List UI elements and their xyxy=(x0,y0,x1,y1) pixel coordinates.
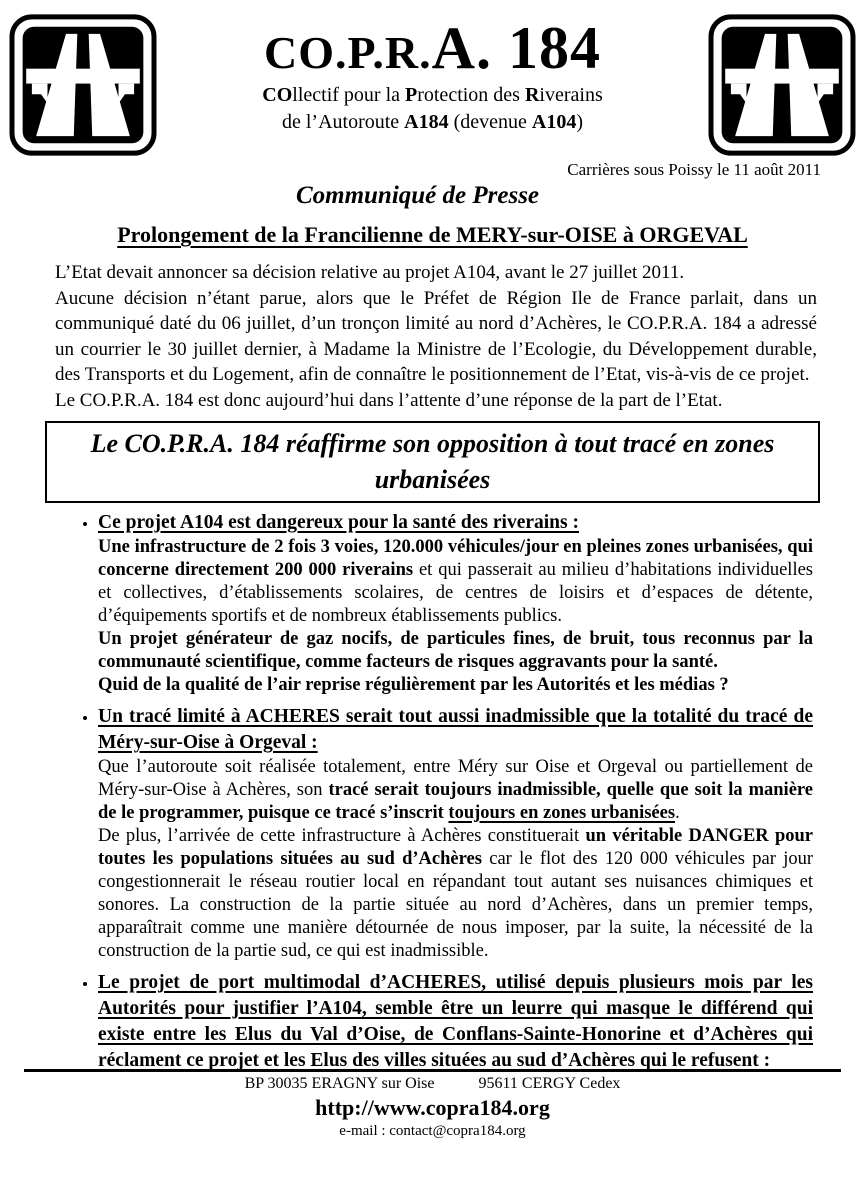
bullet-heading: • Ce projet A104 est dangereux pour la santé des riverains : xyxy=(98,512,579,533)
bullet-item-port-multimodal xyxy=(98,970,813,1074)
org-subtitle-line2: de l’Autoroute A184 (devenue A104) xyxy=(281,111,584,133)
bullet-paragraph: Que l’autoroute soit réalisée totalement, entre Méry sur Oise et Orgeval ou partiellement de Méry-sur-Oise à Achères, son tracé serait toujours inadmissible, quelle que soit la manière de le programmer, puisque ce tracé s’inscrit toujours en zones urbanisées. xyxy=(98,757,813,823)
bullet-heading: • Le projet de port multimodal d’ACHERES, utilisé depuis plusieurs mois par les Autorités pour justifier l’A104, semble être un leurre qui masque le différend qui existe entre les Elus du Val d’Oise, de Conflans-Sainte-Honorine et d’Achères qui réclament ce projet et les Elus des villes situées au sud d’Achères qui le refusent : xyxy=(98,972,813,1071)
bullet-paragraph: Un projet générateur de gaz nocifs, de particules fines, de bruit, tous reconnus par la communauté scientifique, comme facteurs de risques aggravants pour la santé. xyxy=(98,629,813,672)
org-subtitle-line1: COllectif pour la Protection des Riverains xyxy=(262,84,603,106)
header xyxy=(0,0,865,156)
org-title-small: CO.P.R. xyxy=(264,27,432,78)
intro-paragraph-3: Le CO.P.R.A. 184 est donc aujourd’hui dans l’attente d’une réponse de la part de l’Etat. xyxy=(55,389,723,411)
bullet-item-acheres xyxy=(98,704,813,963)
email-address: e-mail : contact@copra184.org xyxy=(339,1123,526,1139)
org-title xyxy=(158,15,707,81)
org-title-large: A. 184 xyxy=(431,15,601,81)
address-city: 95611 CERGY Cedex xyxy=(478,1075,621,1092)
bullet-item-health xyxy=(98,510,813,697)
kicker-communique: Communiqué de Presse xyxy=(295,182,540,209)
intro-section xyxy=(55,260,817,413)
postal-address xyxy=(0,1075,865,1093)
headline: Prolongement de la Francilienne de MERY-sur-OISE à ORGEVAL xyxy=(117,222,748,247)
autoroute-icon xyxy=(8,14,158,156)
bullet-paragraph: Quid de la qualité de l’air reprise régulièrement par les Autorités et les médias ? xyxy=(98,675,729,695)
address-box: BP 30035 ERAGNY sur Oise xyxy=(244,1075,435,1092)
bullet-paragraph: Une infrastructure de 2 fois 3 voies, 120.000 véhicules/jour en pleines zones urbanisées, qui concerne directement 200 000 riverains et qui passerait au milieu d’habitations individuelles et collectives, d’établissements scolaires, de centres de loisirs et d’espaces de détente, d’équipements sportifs et de nombreux établissements publics. xyxy=(98,537,813,626)
statement-box xyxy=(45,421,820,503)
autoroute-icon xyxy=(707,14,857,156)
bullet-paragraph: De plus, l’arrivée de cette infrastructure à Achères constituerait un véritable DANGER pour toutes les populations situées au sud d’Achères car le flot des 120 000 véhicules par jour congestionnerait le réseau routier local en répandant tout autant ses nuisances chimiques et sonores. La construction de la partie située au nord d’Achères, dans un premier temps, apparaîtrait comme une manière détournée de nous imposer, par la suite, la nécessité de la construction de la partie sud, ce qui est inadmissible. xyxy=(98,826,813,961)
statement-text: Le CO.P.R.A. 184 réaffirme son opposition à tout tracé en zones urbanisées xyxy=(90,429,775,494)
footer xyxy=(0,1075,865,1140)
website-url: http://www.copra184.org xyxy=(315,1095,550,1120)
intro-paragraph-2: Aucune décision n’étant parue, alors que le Préfet de Région Ile de France parlait, dans un communiqué daté du 06 juillet, d’un tronçon limité au nord d’Achères, le CO.P.R.A. 184 a adressé un courrier le 30 juillet dernier, à Madame la Ministre de l’Ecologie, du Développement durable, des Transports et du Logement, afin de connaître le positionnement de l’Etat, vis-à-vis de ce projet. xyxy=(55,287,817,385)
dateline: Carrières sous Poissy le 11 août 2011 xyxy=(567,160,821,179)
intro-paragraph-1: L’Etat devait annoncer sa décision relative au projet A104, avant le 27 juillet 2011. xyxy=(55,262,685,283)
bullet-heading: • Un tracé limité à ACHERES serait tout aussi inadmissible que la totalité du tracé de Méry-sur-Oise à Orgeval : xyxy=(98,706,813,753)
header-title-block xyxy=(158,14,707,135)
bullet-list xyxy=(0,510,813,1074)
